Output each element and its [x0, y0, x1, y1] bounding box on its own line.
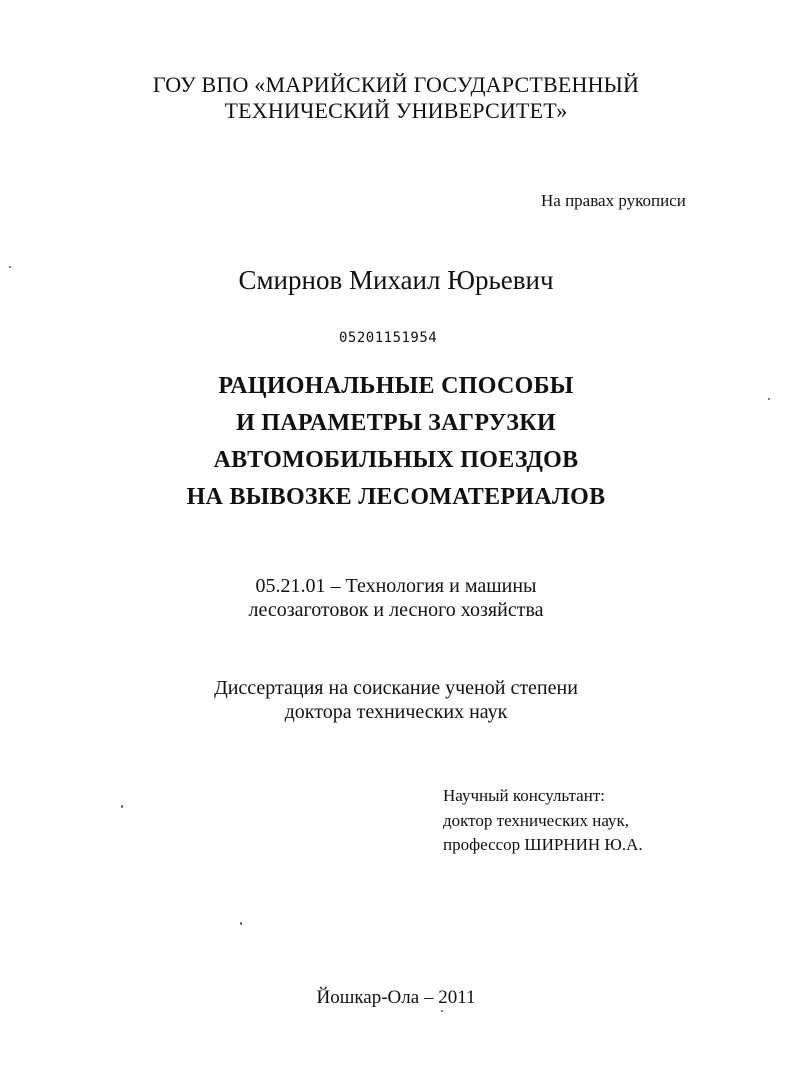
scan-speck	[9, 266, 11, 268]
degree-line-2: доктора технических наук	[284, 701, 508, 723]
organization-line-2: ТЕХНИЧЕСКИЙ УНИВЕРСИТЕТ»	[224, 98, 568, 123]
scan-speck	[240, 922, 242, 925]
organization-line-1: ГОУ ВПО «МАРИЙСКИЙ ГОСУДАРСТВЕННЫЙ	[152, 72, 640, 97]
degree-line-1: Диссертация на соискание ученой степени	[214, 677, 578, 699]
manuscript-note: На правах рукописи	[541, 191, 686, 210]
consultant-label: Научный консультант:	[443, 786, 605, 805]
title-line-3: АВТОМОБИЛЬНЫХ ПОЕЗДОВ	[213, 447, 579, 473]
author-name: Смирнов Михаил Юрьевич	[238, 265, 554, 295]
consultant-degree: доктор технических наук,	[443, 811, 630, 830]
consultant-name: профессор ШИРНИН Ю.А.	[443, 835, 643, 854]
scan-speck	[768, 398, 770, 400]
city-year: Йошкар-Ола – 2011	[316, 987, 476, 1008]
specialty-line-2: лесозаготовок и лесного хозяйства	[248, 599, 544, 621]
scan-speck	[121, 805, 123, 808]
title-line-4: НА ВЫВОЗКЕ ЛЕСОМАТЕРИАЛОВ	[186, 484, 606, 510]
title-line-1: РАЦИОНАЛЬНЫЕ СПОСОБЫ	[218, 373, 574, 399]
title-line-2: И ПАРАМЕТРЫ ЗАГРУЗКИ	[236, 410, 556, 436]
specialty-line-1: 05.21.01 – Технология и машины	[255, 575, 537, 597]
registration-number: 05201151954	[339, 330, 438, 346]
scan-speck	[441, 1010, 443, 1012]
